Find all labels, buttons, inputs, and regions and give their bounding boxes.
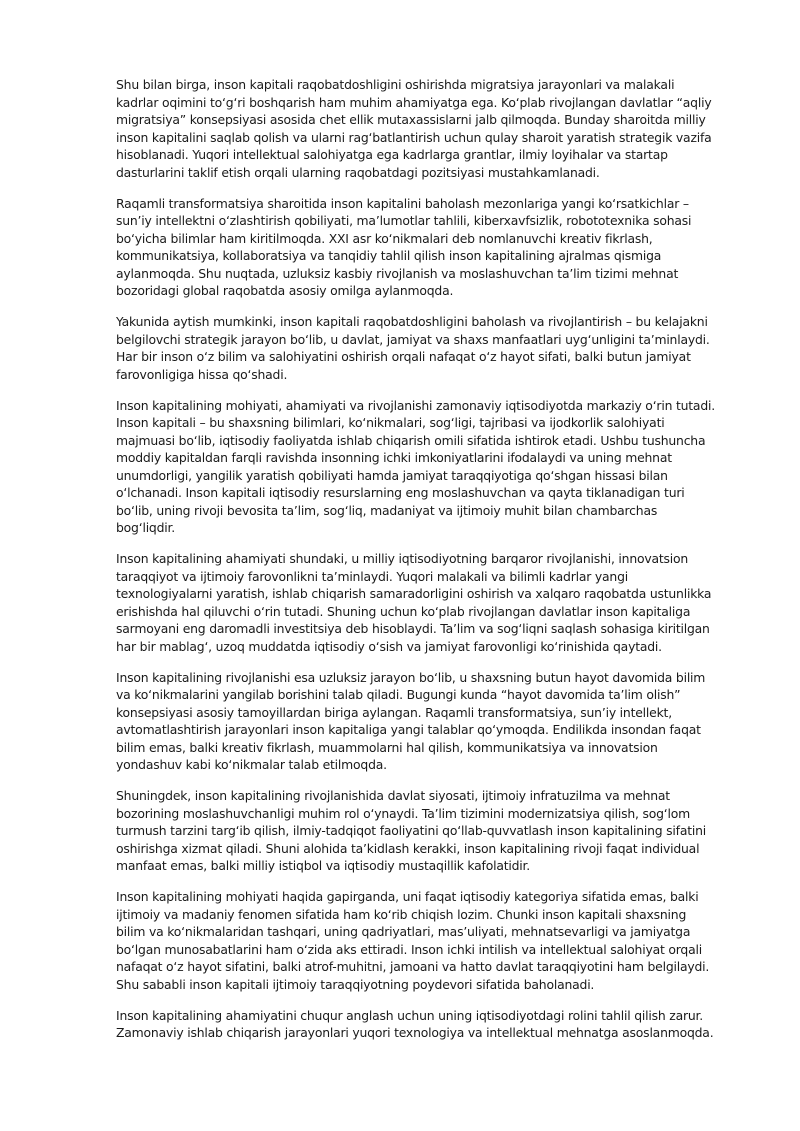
paragraph-human-capital-development: Inson kapitalining rivojlanishi esa uzluksiz jarayon bo‘lib, u shaxsning butun hayot davomida bilim va ko‘nikmalarini yangilab borishini talab qiladi. Bugungi kunda “hayot davomida ta’lim olish” konsepsiyasi asosiy tamoyillardan biriga aylangan. Raqamli transformatsiya, sun’iy intellekt, avtomatlashtirish jarayonlari inson kapitaliga yangi talablar qo‘ymoqda. Endilikda insondan faqat bilim emas, balki kreativ fikrlash, muammolarni hal qilish, kommunikatsiya va innovatsion yondashuv kabi ko‘nikmalar talab etilmoqda. (116, 669, 706, 772)
paragraph-state-policy: Shuningdek, inson kapitalining rivojlanishida davlat siyosati, ijtimoiy infratuzilma va mehnat bozorining moslashuvchanligi muhim rol o‘ynaydi. Ta’lim tizimini modernizatsiya qilish, sog‘lom turmush tarzini targ‘ib qilish, ilmiy-tadqiqot faoliyatini qo‘llab-quvvatlash inson kapitalining sifatini oshirishga xizmat qiladi. Shuni alohida ta’kidlash kerakki, inson kapitalining rivoji faqat individual manfaat emas, balki milliy istiqbol va iqtisodiy mustaqillik kafolatidir. (116, 788, 707, 873)
paragraph-migration: Shu bilan birga, inson kapitali raqobatdoshligini oshirishda migratsiya jarayonlari va malakali kadrlar oqimini to‘g‘ri boshqarish ham muhim ahamiyatga ega. Ko‘plab rivojlangan davlatlar “aqliy migratsiya” konsepsiyasi asosida chet ellik mutaxassislarni jalb qilmoqda. Bunday sharoitda milliy inson kapitalini saqlab qolish va ularni rag‘batlantirish uchun qulay sharoit yaratish strategik vazifa hisoblanadi. Yuqori intellektual salohiyatga ega kadrlarga grantlar, ilmiy loyihalar va startap dasturlarini taklif etish orqali ularning raqobatdagi pozitsiyasi mustahkamlanadi. (116, 77, 712, 180)
paragraph-human-capital-essence: Inson kapitalining mohiyati, ahamiyati va rivojlanishi zamonaviy iqtisodiyotda markaziy o‘rin tutadi. Inson kapitali – bu shaxsning bilimlari, ko‘nikmalari, sog‘ligi, tajribasi va ijodkorlik salohiyati majmuasi bo‘lib, iqtisodiy faoliyatda ishlab chiqarish omili sifatida ishtirok etadi. Ushbu tushuncha moddiy kapitaldan farqli ravishda insonning ichki imkoniyatlarini ifodalaydi va uning mehnat unumdorligi, yangilik yaratish qobiliyati hamda jamiyat taraqqiyotiga qo‘shgan hissasi bilan o‘lchanadi. Inson kapitali iqtisodiy resurslarning eng moslashuvchan va qayta tiklanadigan turi bo‘lib, uning rivoji bevosita ta’lim, sog‘liq, madaniyat va ijtimoiy muhit bilan chambarchas bog‘liqdir. (116, 397, 715, 535)
document-page (116, 76, 716, 1055)
paragraph-economic-role: Inson kapitalining ahamiyatini chuqur anglash uchun uning iqtisodiyotdagi rolini tahlil qilish zarur. Zamonaviy ishlab chiqarish jarayonlari yuqori texnologiya va intellektual mehnatga asoslanmoqda. (116, 1007, 714, 1040)
paragraph-social-phenomenon: Inson kapitalining mohiyati haqida gapirganda, uni faqat iqtisodiy kategoriya sifatida emas, balki ijtimoiy va madaniy fenomen sifatida ham ko‘rib chiqish lozim. Chunki inson kapitali shaxsning bilim va ko‘nikmalaridan tashqari, uning qadriyatlari, mas’uliyati, mehnatsevarligi va jamiyatga bo‘lgan munosabatlarini ham o‘zida aks ettiradi. Inson ichki intilish va intellektual salohiyat orqali nafaqat o‘z hayot sifatini, balki atrof-muhitni, jamoani va hatto davlat taraqqiyotini ham belgilaydi. Shu sababli inson kapitali ijtimoiy taraqqiyotning poydevori sifatida baholanadi. (116, 889, 710, 992)
paragraph-digital-transformation: Raqamli transformatsiya sharoitida inson kapitalini baholash mezonlariga yangi ko‘rsatkichlar – sun’iy intellektni o‘zlashtirish qobiliyati, ma’lumotlar tahlili, kiberxavfsizlik, robototexnika sohasi bo‘yicha bilimlar ham kiritilmoqda. XXI asr ko‘nikmalari deb nomlanuvchi kreativ fikrlash, kommunikatsiya, kollaboratsiya va tanqidiy tahlil qilish inson kapitalining ajralmas qismiga aylanmoqda. Shu nuqtada, uzluksiz kasbiy rivojlanish va moslashuvchan ta’lim tizimi mehnat bozoridagi global raqobatda asosiy omilga aylanmoqda. (116, 195, 692, 298)
paragraph-conclusion: Yakunida aytish mumkinki, inson kapitali raqobatdoshligini baholash va rivojlantirish – bu kelajakni belgilovchi strategik jarayon bo‘lib, u davlat, jamiyat va shaxs manfaatlari uyg‘unligini ta’minlaydi. Har bir inson o‘z bilim va salohiyatini oshirish orqali nafaqat o‘z hayot sifati, balki butun jamiyat farovonligiga hissa qo‘shadi. (116, 314, 710, 382)
paragraph-human-capital-importance: Inson kapitalining ahamiyati shundaki, u milliy iqtisodiyotning barqaror rivojlanishi, innovatsion taraqqiyot va ijtimoiy farovonlikni ta’minlaydi. Yuqori malakali va bilimli kadrlar yangi texnologiyalarni yaratish, ishlab chiqarish samaradorligini oshirish va xalqaro raqobatda ustunlikka erishishda hal qiluvchi o‘rin tutadi. Shuning uchun ko‘plab rivojlangan davlatlar inson kapitaliga sarmoyani eng daromadli investitsiya deb hisoblaydi. Ta’lim va sog‘liqni saqlash sohasiga kiritilgan har bir mablag‘, uzoq muddatda iqtisodiy o‘sish va jamiyat farovonligi ko‘rinishida qaytadi. (116, 551, 712, 654)
